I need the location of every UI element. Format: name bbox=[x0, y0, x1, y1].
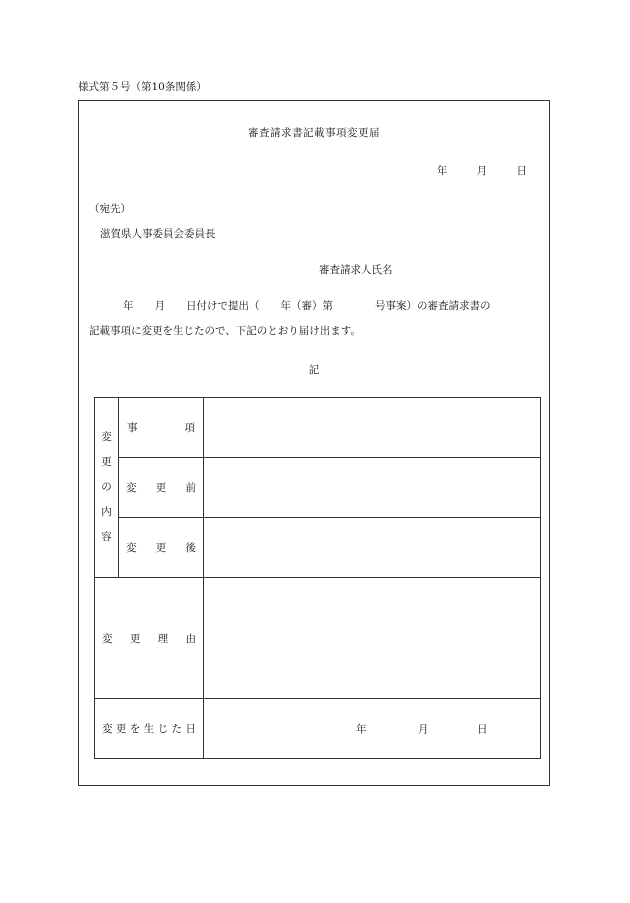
label-char: 理 bbox=[157, 632, 169, 645]
group-label-char: 内 bbox=[101, 506, 112, 518]
label-char: 更 bbox=[115, 723, 127, 735]
addressee-label: （宛先） bbox=[89, 203, 131, 215]
label-char: 項 bbox=[184, 422, 195, 434]
after-change-label-cell bbox=[119, 518, 204, 578]
label-char: 日 bbox=[185, 723, 196, 735]
group-label-char: の bbox=[101, 481, 112, 493]
after-change-value-cell[interactable] bbox=[204, 518, 541, 578]
change-date-value-cell[interactable] bbox=[204, 699, 541, 759]
table-row bbox=[95, 699, 541, 759]
ki-heading: 記 bbox=[308, 364, 320, 376]
label-char: 変 bbox=[126, 482, 137, 494]
table-row bbox=[95, 518, 541, 578]
date-day-label: 日 bbox=[516, 165, 527, 177]
change-date-year: 年 bbox=[356, 723, 367, 735]
label-char: た bbox=[171, 723, 183, 735]
addressee-name: 滋賀県人事委員会委員長 bbox=[100, 228, 216, 240]
body-text-line-1: 年 月 日付けで提出（ 年（審）第 号事案）の審査請求書の bbox=[123, 300, 491, 312]
change-content-group-label bbox=[95, 398, 119, 578]
label-char: 変 bbox=[102, 632, 113, 645]
reason-label-cell bbox=[95, 578, 204, 699]
table-row bbox=[95, 398, 541, 458]
date-year-label: 年 bbox=[436, 165, 448, 177]
label-char: 変 bbox=[126, 542, 137, 554]
change-details-table bbox=[94, 397, 541, 759]
group-label-char: 容 bbox=[101, 531, 112, 543]
change-date-label-cell bbox=[95, 699, 204, 759]
label-char: じ bbox=[157, 723, 169, 735]
label-char: 由 bbox=[185, 632, 196, 645]
before-change-label-cell bbox=[119, 458, 204, 518]
group-label-char: 更 bbox=[101, 456, 112, 468]
reason-value-cell[interactable] bbox=[204, 578, 541, 699]
group-label-char: 変 bbox=[101, 431, 112, 443]
date-month-label: 月 bbox=[476, 165, 488, 177]
item-label-cell bbox=[119, 398, 204, 458]
item-value-cell[interactable] bbox=[204, 398, 541, 458]
table-row bbox=[95, 578, 541, 699]
label-char: 更 bbox=[155, 482, 167, 494]
change-date-day: 日 bbox=[477, 723, 488, 735]
label-char: 更 bbox=[155, 542, 167, 554]
change-date-month: 月 bbox=[418, 723, 429, 735]
label-char: 前 bbox=[185, 482, 196, 494]
form-number: 様式第５号（第10条関係） bbox=[78, 81, 207, 93]
document-title: 審査請求書記載事項変更届 bbox=[248, 127, 380, 139]
label-char: 更 bbox=[129, 632, 141, 645]
label-char: 事 bbox=[127, 422, 138, 434]
label-char: を bbox=[129, 723, 141, 735]
claimant-name-label: 審査請求人氏名 bbox=[319, 264, 393, 276]
form-frame bbox=[78, 100, 550, 786]
submission-date bbox=[419, 163, 527, 178]
before-change-value-cell[interactable] bbox=[204, 458, 541, 518]
label-char: 生 bbox=[143, 723, 155, 735]
body-text-line-2: 記載事項に変更を生じたので、下記のとおり届け出ます。 bbox=[89, 325, 361, 337]
table-row bbox=[95, 458, 541, 518]
label-char: 変 bbox=[102, 723, 113, 735]
label-char: 後 bbox=[185, 542, 196, 554]
